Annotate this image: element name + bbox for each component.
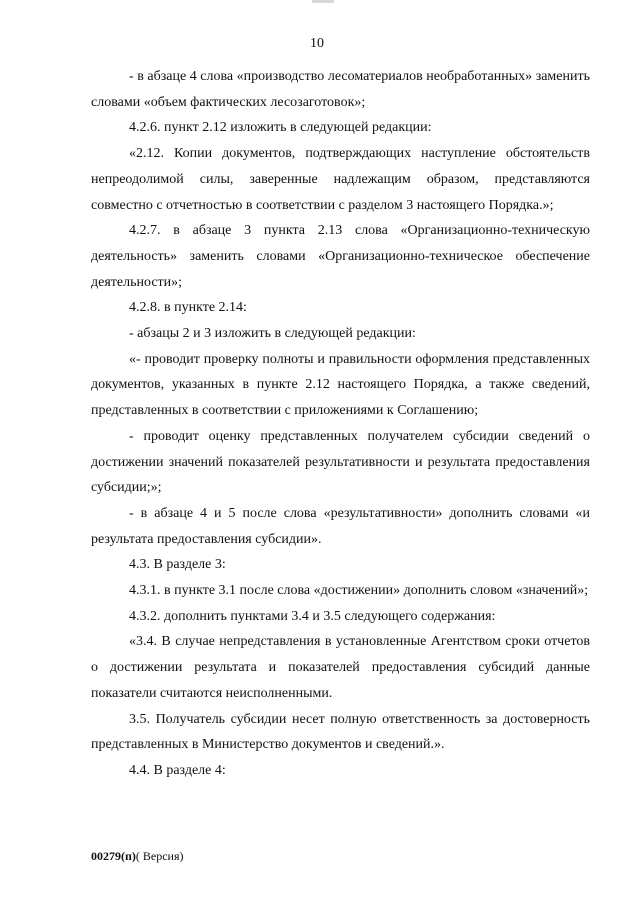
paragraph: - в абзаце 4 слова «производство лесоматериалов необработанных» заменить словами «объем фактических лесозаготовок»; bbox=[91, 69, 590, 110]
paragraph: «3.4. В случае непредставления в установленные Агентством сроки отчетов о достижении результата и показателей предоставления субсидий данные показатели считаются неисполненными. bbox=[91, 634, 590, 701]
paragraph: «2.12. Копии документов, подтверждающих наступление обстоятельств непреодолимой силы, заверенные надлежащим образом, представляются совместно с отчетностью в соответствии с разделом 3 настоящего Порядка.»; bbox=[91, 146, 590, 213]
paragraph: 3.5. Получатель субсидии несет полную ответственность за достоверность представленных в Министерство документов и сведений.». bbox=[91, 711, 590, 753]
paragraph: - в абзаце 4 и 5 после слова «результативности» дополнить словами «и результата предоставления субсидии». bbox=[91, 505, 590, 547]
document-version: ( Версия) bbox=[135, 849, 184, 863]
paragraph: 4.3.2. дополнить пунктами 3.4 и 3.5 следующего содержания: bbox=[129, 608, 496, 624]
section-heading: 4.4. В разделе 4: bbox=[129, 762, 226, 778]
paragraph: 4.2.8. в пункте 2.14: bbox=[129, 300, 247, 316]
paragraph: 4.2.6. пункт 2.12 изложить в следующей редакции: bbox=[129, 120, 432, 136]
section-heading: 4.3. В разделе 3: bbox=[129, 557, 226, 573]
scan-artifact bbox=[312, 0, 334, 3]
page-number: 10 bbox=[310, 36, 324, 51]
paragraph: «- проводит проверку полноты и правильности оформления представленных документов, указанных в пункте 2.12 настоящего Порядка, а также сведений, представленных в соответствии с приложениями к Соглашению; bbox=[91, 351, 590, 419]
paragraph: 4.3.1. в пункте 3.1 после слова «достижении» дополнить словом «значений»; bbox=[129, 583, 589, 599]
paragraph: - абзацы 2 и 3 изложить в следующей редакции: bbox=[129, 326, 416, 342]
paragraph: 4.2.7. в абзаце 3 пункта 2.13 слова «Организационно-техническую деятельность» заменить словами «Организационно-техническое обеспечение деятельности»; bbox=[91, 223, 590, 290]
document-code: 00279(п) bbox=[91, 849, 136, 863]
document-body bbox=[91, 64, 590, 784]
document-footer bbox=[91, 849, 184, 864]
paragraph: - проводит оценку представленных получателем субсидии сведений о достижении значений показателей результативности и результата предоставления субсидии;»; bbox=[91, 428, 590, 496]
